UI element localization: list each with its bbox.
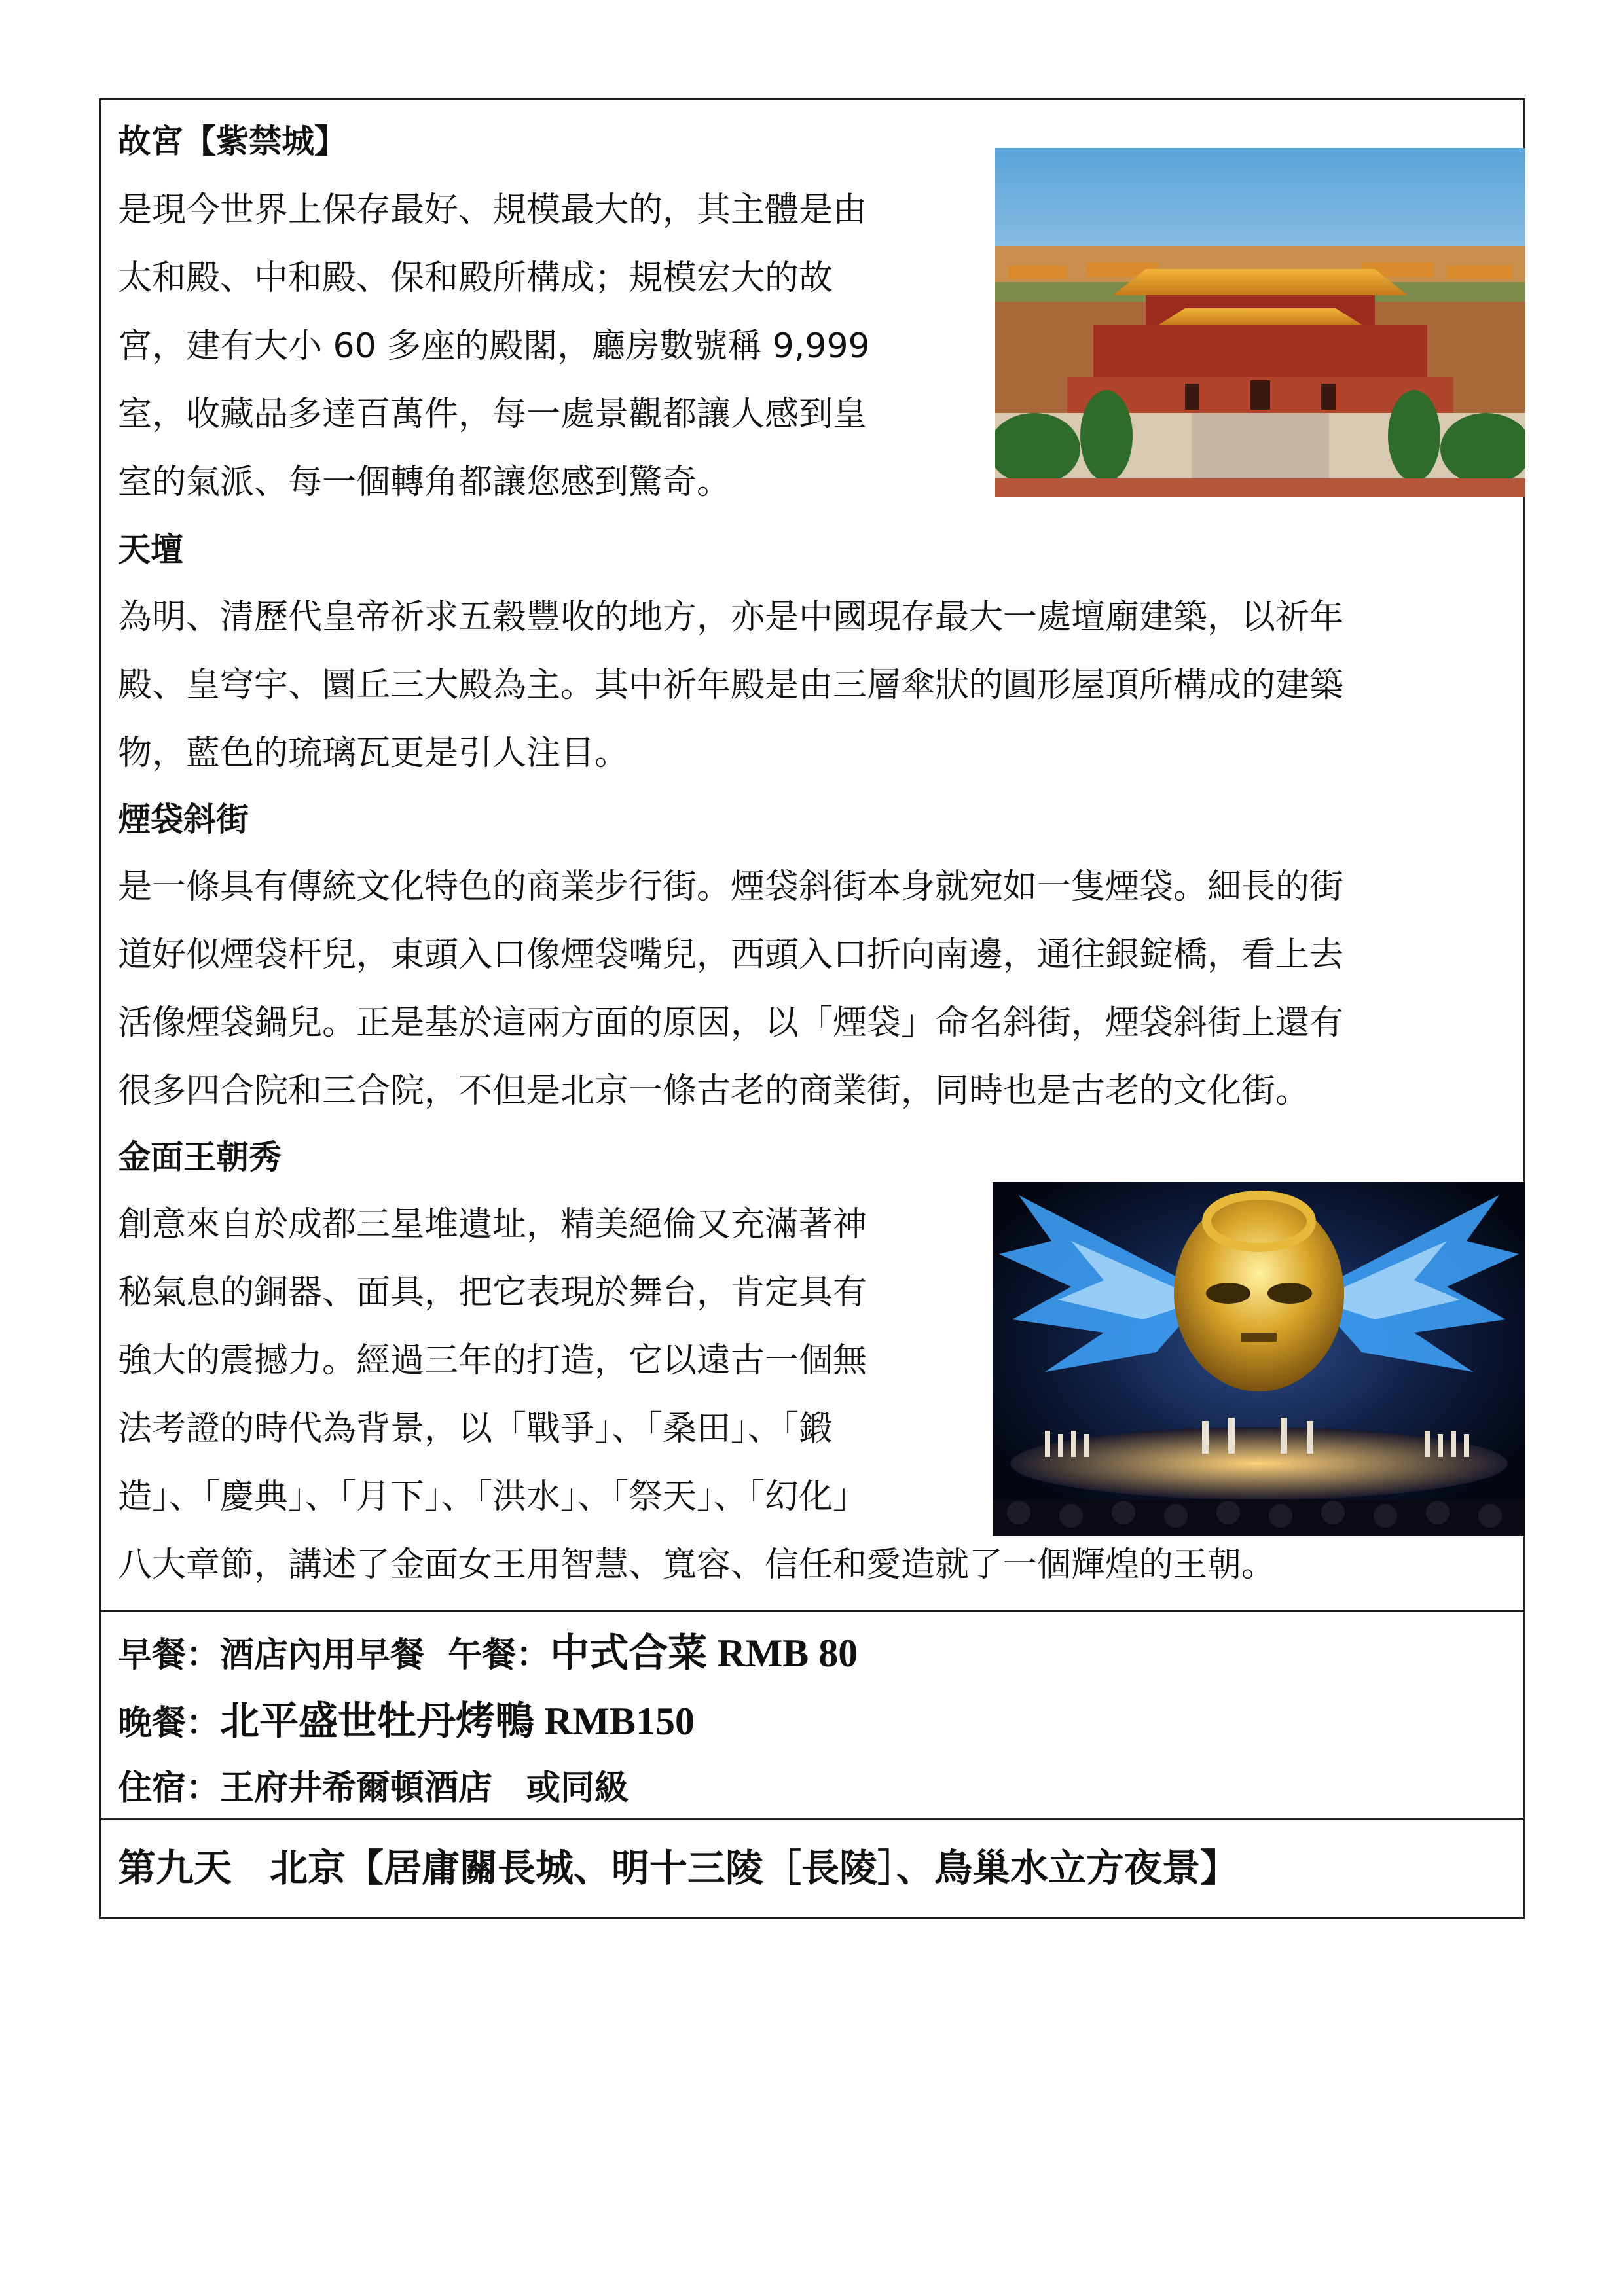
itinerary-frame — [99, 98, 1525, 1919]
next-day-heading: 第九天 北京【居庸關長城、明十三陵［長陵］、鳥巢水立方夜景】 — [118, 1846, 1239, 1890]
meals-row — [118, 1634, 858, 1673]
forbidden-city-line: 室，收藏品多達百萬件，每一處景觀都讓人感到皇 — [118, 395, 867, 434]
golden-mask-show-photo — [993, 1182, 1525, 1536]
golden-mask-show-line: 秘氣息的銅器、面具，把它表現於舞台，肯定具有 — [118, 1273, 867, 1312]
forbidden-city-photo — [995, 148, 1525, 497]
hotel-row — [118, 1768, 629, 1808]
section-title-forbidden-city: 故宮【紫禁城】 — [118, 122, 347, 160]
forbidden-city-line: 太和殿、中和殿、保和殿所構成；規模宏大的故 — [118, 259, 833, 298]
section-title-golden-mask-show: 金面王朝秀 — [118, 1138, 282, 1176]
lunch-label: 午餐： — [448, 1636, 551, 1675]
forbidden-city-line: 是現今世界上保存最好、規模最大的，其主體是由 — [118, 190, 867, 230]
hotel-value: 王府井希爾頓酒店 或同級 — [220, 1768, 629, 1808]
temple-of-heaven-line: 物，藍色的琉璃瓦更是引人注目。 — [118, 734, 629, 773]
golden-mask-show-line: 法考證的時代為背景，以「戰爭」、「桑田」、「鍛 — [118, 1409, 833, 1448]
yandai-street-line: 是一條具有傳統文化特色的商業步行街。煙袋斜街本身就宛如一隻煙袋。細長的街 — [118, 867, 1344, 906]
golden-mask-show-line: 強大的震撼力。經過三年的打造，它以遠古一個無 — [118, 1341, 867, 1380]
temple-of-heaven-line: 為明、清歷代皇帝祈求五穀豐收的地方，亦是中國現存最大一處壇廟建築，以祈年 — [118, 598, 1344, 637]
lunch-value: 中式合菜 RMB 80 — [550, 1632, 858, 1675]
yandai-street-line: 活像煙袋鍋兒。正是基於這兩方面的原因，以「煙袋」命名斜街，煙袋斜街上還有 — [118, 1003, 1344, 1043]
next-day-divider — [101, 1818, 1523, 1820]
yandai-street-line: 很多四合院和三合院，不但是北京一條古老的商業街，同時也是古老的文化街。 — [118, 1071, 1310, 1111]
hotel-label: 住宿： — [118, 1768, 221, 1808]
yandai-street-line: 道好似煙袋杆兒，東頭入口像煙袋嘴兒，西頭入口折向南邊，通往銀錠橋，看上去 — [118, 935, 1344, 975]
golden-mask-show-line: 八大章節，講述了金面女王用智慧、寬容、信任和愛造就了一個輝煌的王朝。 — [118, 1545, 1276, 1585]
temple-of-heaven-line: 殿、皇穹宇、圜丘三大殿為主。其中祈年殿是由三層傘狀的圓形屋頂所構成的建築 — [118, 666, 1344, 705]
forbidden-city-line: 室的氣派、每一個轉角都讓您感到驚奇。 — [118, 463, 731, 502]
golden-mask-show-line: 創意來自於成都三星堆遺址，精美絕倫又充滿著神 — [118, 1205, 867, 1244]
dinner-value: 北平盛世牡丹烤鴨 RMB150 — [220, 1700, 695, 1743]
meals-divider — [101, 1610, 1523, 1612]
dinner-label: 晚餐： — [118, 1704, 221, 1743]
golden-mask-show-line: 造」、「慶典」、「月下」、「洪水」、「祭天」、「幻化」 — [118, 1477, 867, 1516]
section-title-temple-of-heaven: 天壇 — [118, 531, 183, 569]
breakfast-label: 早餐： — [118, 1636, 221, 1675]
section-title-yandai-street: 煙袋斜街 — [118, 800, 249, 838]
dinner-row — [118, 1702, 695, 1741]
forbidden-city-line: 宮，建有大小 60 多座的殿閣，廳房數號稱 9,999 — [118, 327, 870, 366]
breakfast-value: 酒店內用早餐 — [220, 1636, 425, 1675]
